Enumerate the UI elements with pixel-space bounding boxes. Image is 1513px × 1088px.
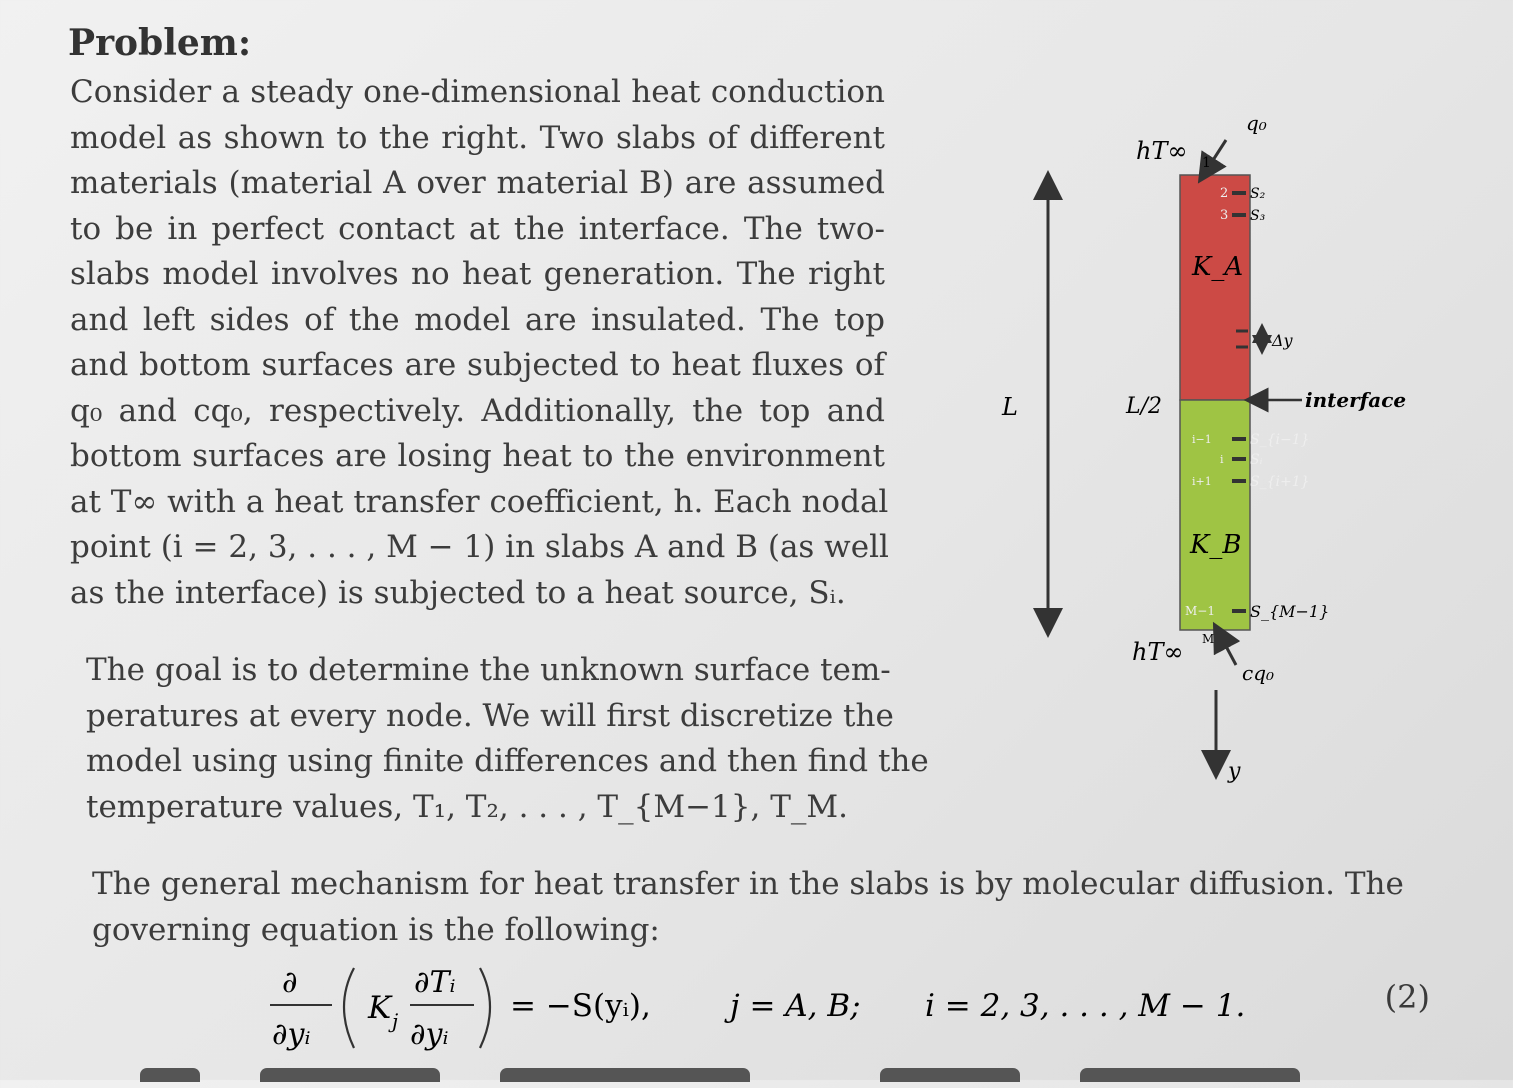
eq-left-paren: [344, 968, 354, 1048]
text-line: point (i = 2, 3, . . . , M − 1) in slabs A and B (as well: [70, 529, 889, 565]
text-line: The general mechanism for heat transfer in the slabs is by molecular diffusion. The: [92, 866, 1404, 902]
problem-paragraph: [70, 70, 889, 616]
cq0-label: cq₀: [1242, 661, 1275, 685]
eq-cond-i: i = 2, 3, . . . , M − 1.: [925, 988, 1246, 1024]
eq-dT: ∂Tᵢ: [414, 965, 456, 1000]
eq-K: K: [368, 990, 392, 1026]
eq-right-paren: [480, 968, 490, 1048]
s2-label: S₂: [1250, 186, 1266, 202]
node-i-label: i: [1220, 453, 1224, 466]
si-label: Sᵢ: [1250, 452, 1263, 468]
text-line: to be in perfect contact at the interface. The two-: [70, 210, 885, 247]
slab-a: [1180, 175, 1250, 400]
slab-b: [1180, 400, 1250, 630]
node-1-label: 1: [1202, 155, 1211, 171]
mechanism-paragraph: [92, 862, 1422, 953]
node-ip1-label: i+1: [1192, 475, 1212, 488]
eq-K-sub: j: [392, 1009, 399, 1033]
kb-label: K_B: [1190, 530, 1242, 560]
dy-label: Δy: [1272, 331, 1293, 350]
ka-label: K_A: [1192, 252, 1244, 282]
node-mm1-label: M−1: [1185, 604, 1215, 618]
goal-paragraph: [86, 648, 929, 830]
eq-rhs: = −S(yᵢ),: [510, 988, 651, 1024]
node-3-label: 3: [1220, 208, 1229, 223]
text-line: and left sides of the model are insulated. The top: [70, 301, 885, 338]
hTinf-top-label: hT∞: [1136, 137, 1188, 165]
y-axis-label: y: [1228, 759, 1241, 784]
text-line: governing equation is the following:: [92, 911, 660, 948]
text-line: The goal is to determine the unknown surface tem-: [86, 652, 891, 688]
text-line: peratures at every node. We will first discretize the: [86, 697, 894, 734]
node-m-label: M: [1202, 632, 1215, 646]
cutoff-text-line: [120, 1066, 1320, 1088]
text-line: model as shown to the right. Two slabs of different: [70, 119, 885, 156]
sip1-label: S_{i+1}: [1250, 474, 1310, 490]
text-line: as the interface) is subjected to a heat source, Sᵢ.: [70, 574, 846, 611]
text-line: and bottom surfaces are subjected to heat fluxes of: [70, 347, 885, 383]
hTinf-bottom-label: hT∞: [1132, 638, 1184, 666]
text-line: bottom surfaces are losing heat to the environment: [70, 438, 885, 474]
text-line: temperature values, T₁, T₂, . . . , T_{M−1}, T_M.: [86, 788, 848, 825]
interface-label: interface: [1305, 388, 1407, 412]
eq-dy: ∂yᵢ: [272, 1017, 311, 1052]
text-line: q₀ and cq₀, respectively. Additionally, the top and: [70, 392, 885, 429]
s3-label: S₃: [1250, 208, 1266, 224]
half-length-label: L/2: [1126, 394, 1163, 419]
q0-label: q₀: [1246, 111, 1267, 135]
eq-dyi: ∂yᵢ: [410, 1017, 449, 1052]
slab-diagram: [980, 95, 1450, 795]
equation-svg: [270, 960, 1270, 1060]
text-line: Consider a steady one-dimensional heat conduction: [70, 74, 885, 110]
equation-number: (2): [1384, 978, 1430, 1016]
text-line: at T∞ with a heat transfer coefficient, h. Each nodal: [70, 483, 889, 520]
length-label: L: [1002, 393, 1018, 421]
text-line: slabs model involves no heat generation. The right: [70, 256, 885, 292]
eq-partial: ∂: [282, 965, 298, 1000]
governing-equation: [270, 960, 1430, 1060]
problem-heading: Problem:: [68, 22, 252, 64]
node-2-label: 2: [1220, 186, 1229, 201]
text-line: materials (material A over material B) are assumed: [70, 165, 885, 201]
sim1-label: S_{i−1}: [1250, 432, 1310, 448]
node-im1-label: i−1: [1192, 433, 1212, 446]
bottom-flux-arrow: [1220, 635, 1236, 665]
eq-cond-j: j = A, B;: [730, 988, 861, 1024]
smm1-label: S_{M−1}: [1250, 602, 1330, 621]
text-line: model using using finite differences and then find the: [86, 743, 929, 779]
